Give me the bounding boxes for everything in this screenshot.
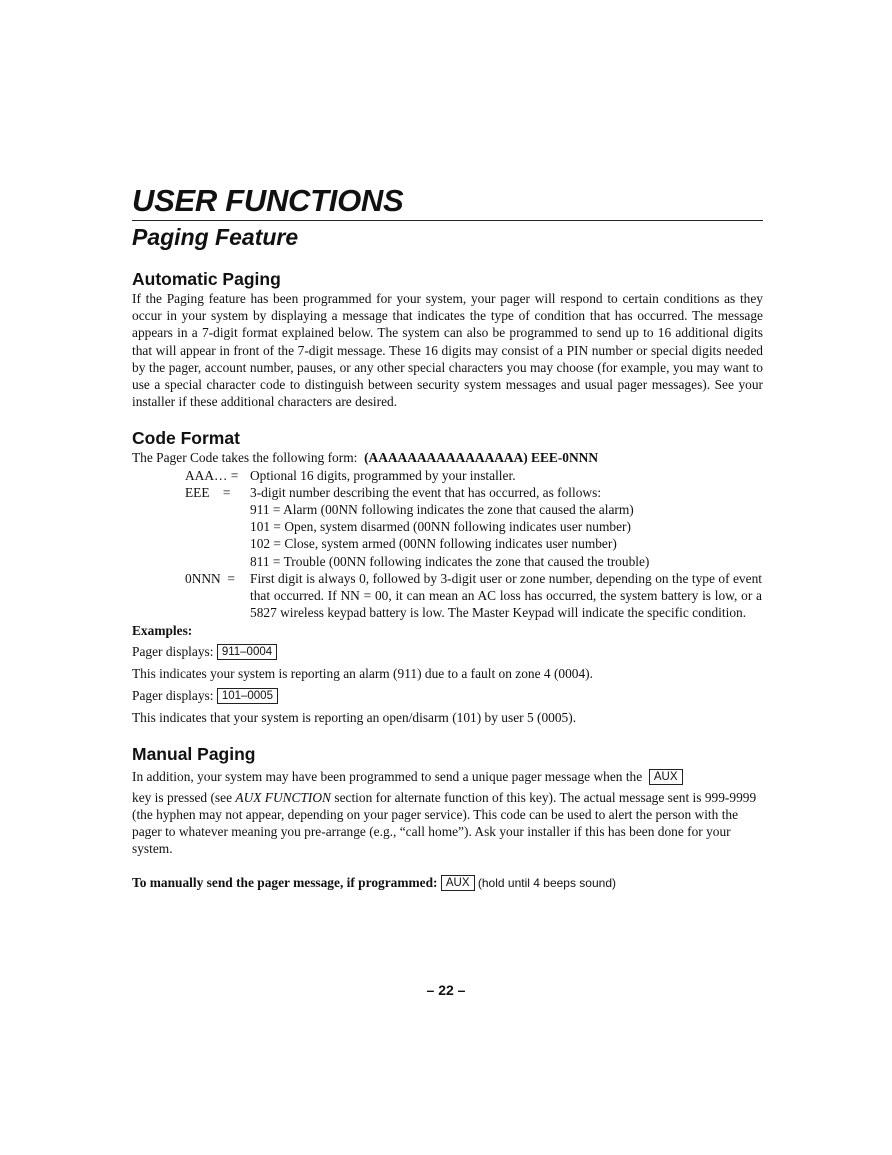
definition-row xyxy=(132,484,763,501)
manual-paging-text xyxy=(132,789,763,858)
definition-term xyxy=(185,501,250,518)
instruction-note: (hold until 4 beeps sound) xyxy=(477,876,616,891)
definition-term xyxy=(185,518,250,535)
definition-body: 811 = Trouble (00NN following indicates the zone that caused the trouble) xyxy=(250,553,650,569)
page-content xyxy=(132,183,763,893)
manual-paging-line1-text: In addition, your system may have been programmed to send a unique pager message when the xyxy=(132,769,643,785)
definition-body: 3-digit number describing the event that has occurred, as follows: xyxy=(250,484,602,500)
definition-body: 102 = Close, system armed (00NN following indicates user number) xyxy=(250,536,617,552)
page-number: – 22 – xyxy=(426,982,466,998)
definition-term: AAA… = xyxy=(185,467,239,483)
definition-row xyxy=(132,535,763,552)
definition-term: EEE = xyxy=(185,484,231,500)
manual-paging-heading: Manual Paging xyxy=(132,744,256,765)
code-format-intro xyxy=(132,449,763,466)
title-rule xyxy=(132,220,763,221)
definition-row xyxy=(132,467,763,484)
definition-body: First digit is always 0, followed by 3-digit user or zone number, depending on the type of event that occurred. If NN = 00, it can mean an AC loss has occurred, the system battery is low, or a 5827 wireless keypad battery is low. The Master Keypad will indicate the specific condition. xyxy=(250,570,762,621)
code-format-heading: Code Format xyxy=(132,428,240,449)
page-title: USER FUNCTIONS xyxy=(132,183,404,218)
example-1-prefix: Pager displays: xyxy=(132,643,214,659)
manual-paging-instruction xyxy=(132,874,763,892)
definition-body: 911 = Alarm (00NN following indicates the zone that caused the alarm) xyxy=(250,502,634,518)
example-1-text: This indicates your system is reporting an alarm (911) due to a fault on zone 4 (0004). xyxy=(132,665,593,681)
definition-body: 101 = Open, system disarmed (00NN following indicates user number) xyxy=(250,519,631,535)
example-2-code-box: 101–0005 xyxy=(217,688,278,704)
instruction-aux-key-box: AUX xyxy=(441,875,475,891)
example-1-code-box: 911–0004 xyxy=(217,644,277,660)
aux-key-box: AUX xyxy=(649,769,683,785)
code-format-intro-text: The Pager Code takes the following form: xyxy=(132,450,358,466)
definition-row xyxy=(132,518,763,535)
manual-paging-text-a: key is pressed (see xyxy=(132,789,233,805)
automatic-paging-heading: Automatic Paging xyxy=(132,269,281,289)
section-title: Paging Feature xyxy=(132,224,299,250)
automatic-paging-text: If the Paging feature has been programmed for your system, your pager will respond to certain conditions as they occur in your system by displaying a message that indicates the type of condition that has occurred. The message appears in a 7-digit format explained below. The system can also be programmed to send up to 16 additional digits that will appear in front of the 7-digit message. These 16 digits may consist of a PIN number or special digits needed by the pager, account number, pauses, or any other special characters you may choose (for example, you may want to use a special character code to distinguish between security system messages and usual pager messages). See your installer if these additional characters are desired. xyxy=(132,291,763,410)
definition-term xyxy=(185,553,250,570)
code-format-form: (AAAAAAAAAAAAAAAA) EEE-0NNN xyxy=(364,450,599,466)
example-2-text: This indicates that your system is reporting an open/disarm (101) by user 5 (0005). xyxy=(132,710,577,726)
definition-term: 0NNN = xyxy=(185,570,235,586)
manual-paging-text-b: section for alternate function of this key). The actual message sent is 999-9999 (the hyphen may not appear, depending on your pager service). This code can be used to alert the person with the pager to whatever meaning you pre-arrange (e.g., “call home”). Ask your installer if this has been done for your system. xyxy=(132,789,757,857)
example-2-prefix: Pager displays: xyxy=(132,688,214,704)
example-1-display xyxy=(132,643,763,660)
examples-label xyxy=(132,622,763,639)
manual-paging-line1 xyxy=(132,768,763,785)
examples-label-text: Examples: xyxy=(132,623,193,639)
definition-row xyxy=(132,553,763,570)
definition-row xyxy=(132,501,763,518)
aux-function-reference: AUX FUNCTION xyxy=(235,789,331,805)
definition-body: Optional 16 digits, programmed by your installer. xyxy=(250,467,516,483)
definition-term xyxy=(185,535,250,552)
example-2-display xyxy=(132,687,763,704)
code-definitions xyxy=(132,467,763,622)
instruction-text: To manually send the pager message, if programmed: xyxy=(132,875,438,891)
definition-row xyxy=(132,570,763,622)
